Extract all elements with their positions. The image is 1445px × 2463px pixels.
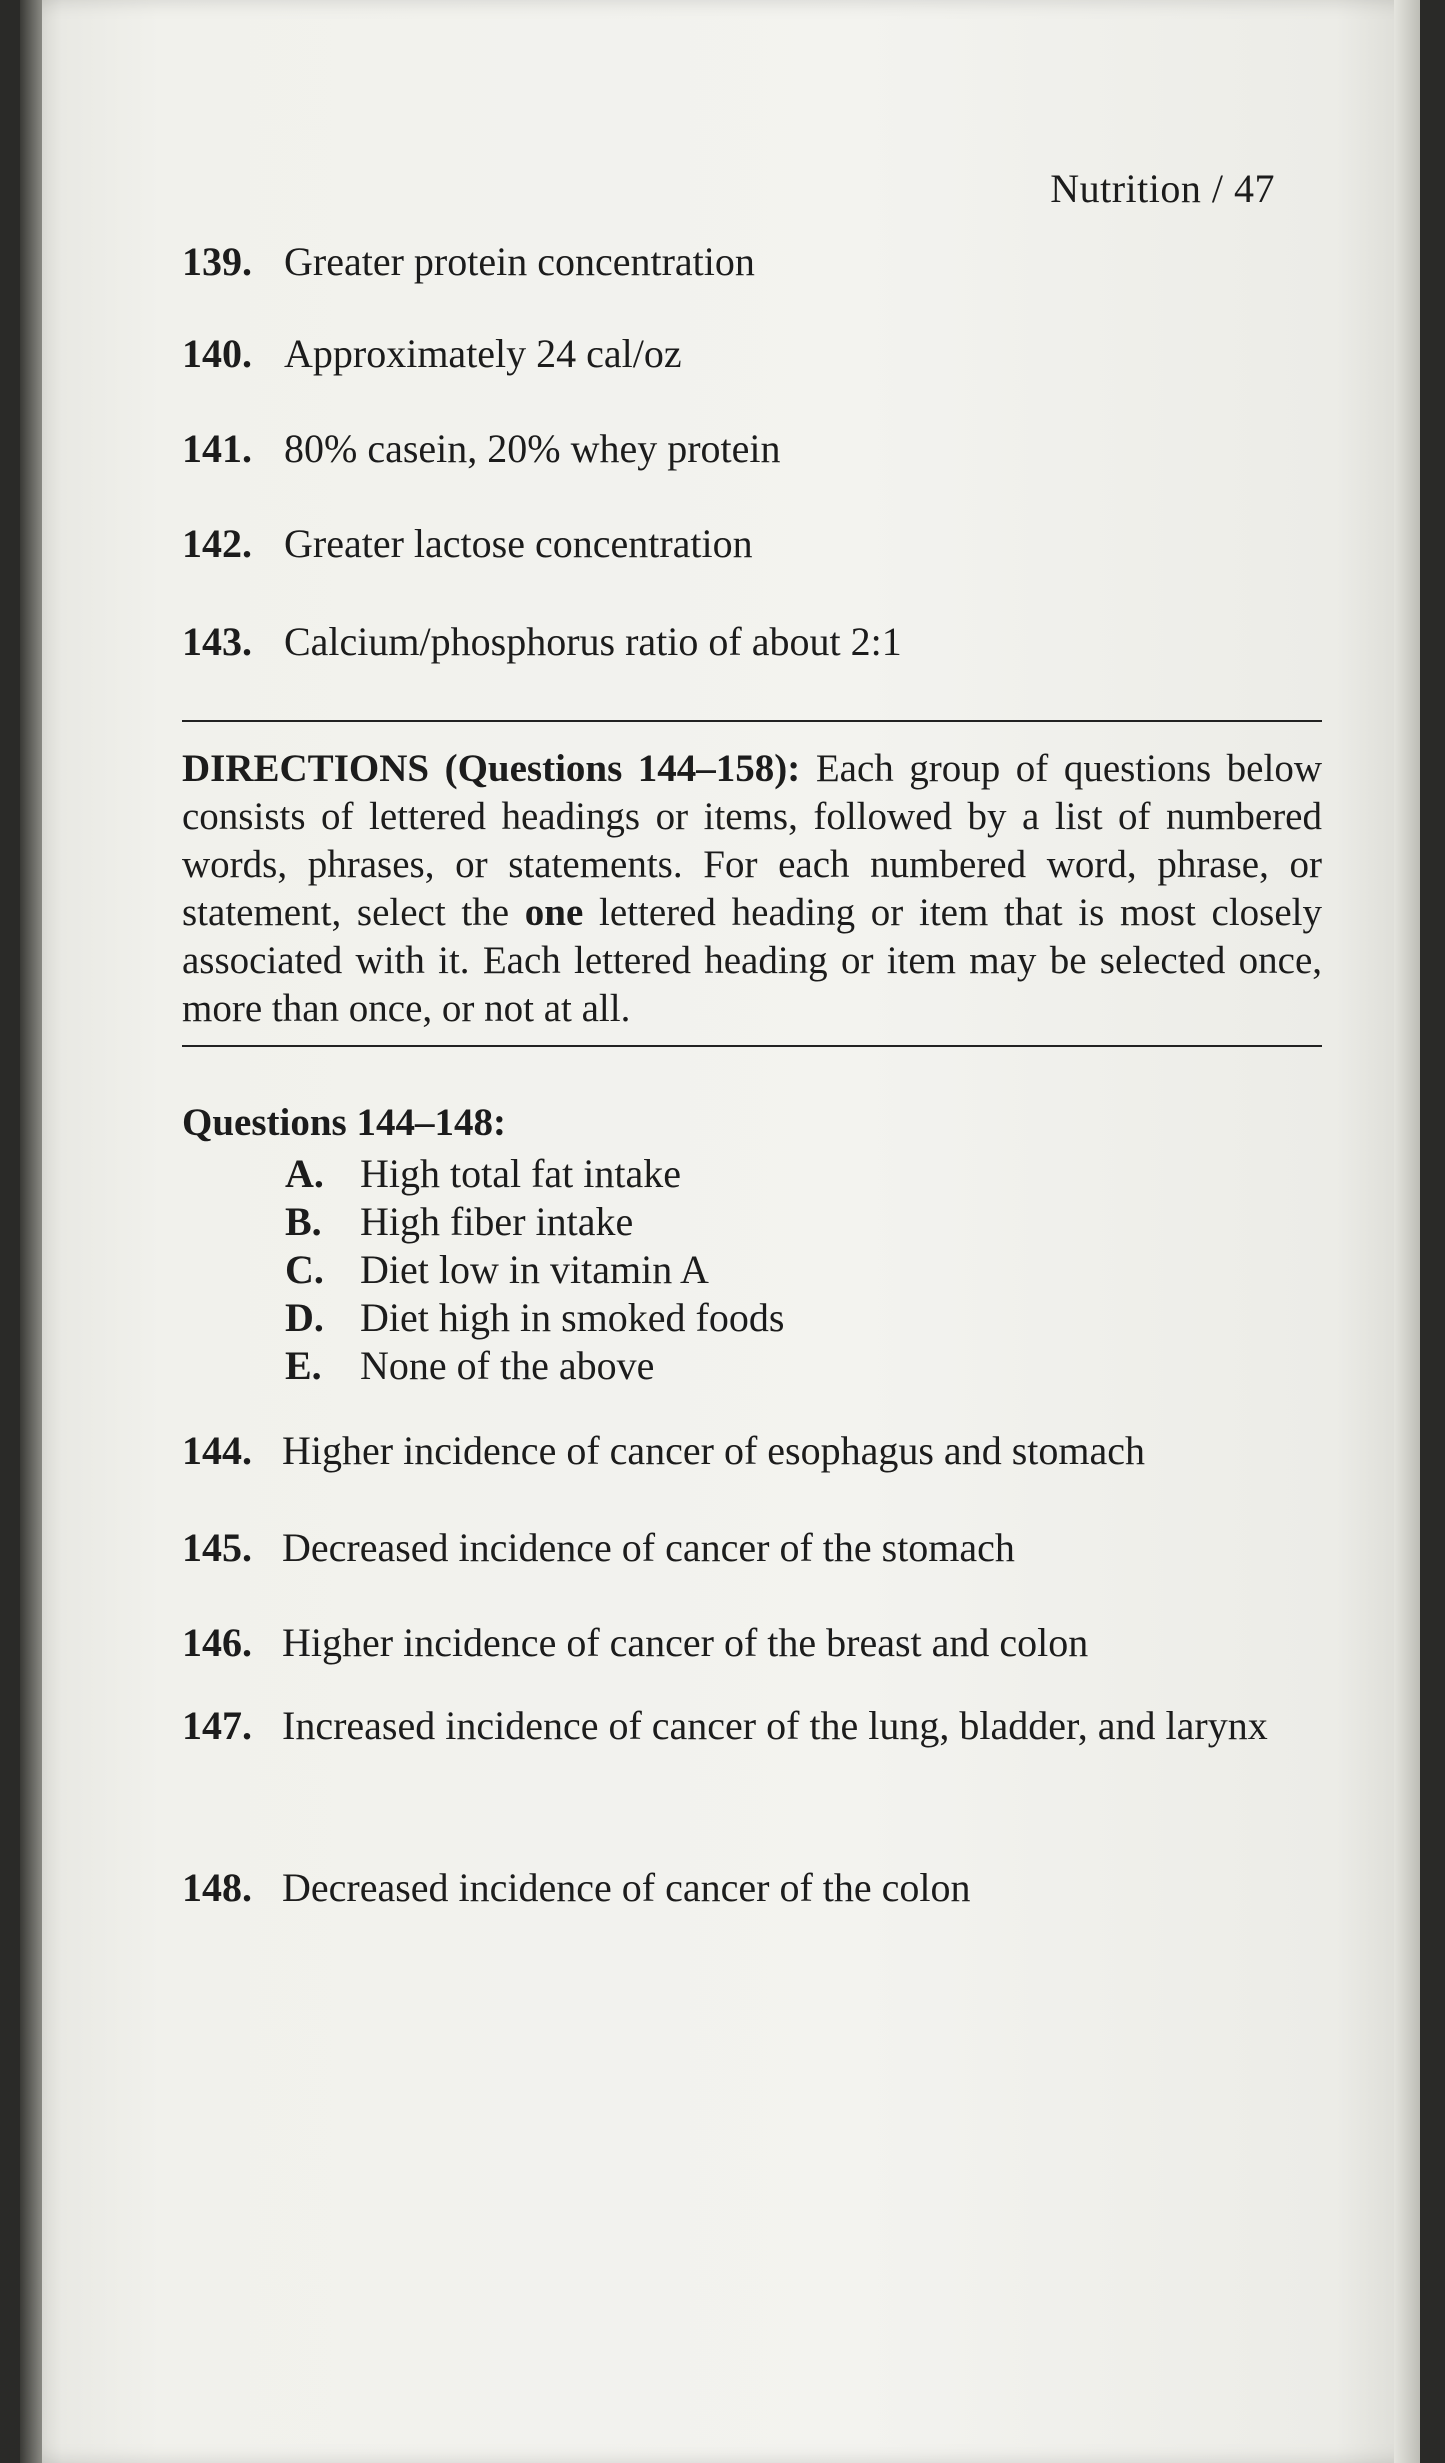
book-page: [20, 0, 1420, 2463]
option-letter: C.: [285, 1247, 324, 1292]
item-number: 143.: [182, 619, 252, 664]
item-number: 141.: [182, 426, 252, 471]
question-text: Decreased incidence of cancer of the stomach: [282, 1525, 1015, 1570]
item-text: 80% casein, 20% whey protein: [284, 426, 781, 471]
list-item: [182, 330, 682, 378]
option-letter: B.: [285, 1199, 322, 1244]
option-text: Diet high in smoked foods: [360, 1295, 785, 1340]
item-text: Calcium/phosphorus ratio of about 2:1: [284, 619, 902, 664]
question-number: 148.: [182, 1865, 252, 1910]
question-item: [182, 1522, 1322, 1574]
top-rule: [182, 720, 1322, 722]
directions-emphasis: one: [524, 891, 584, 934]
page-gutter-shadow: [20, 0, 42, 2463]
option-text: None of the above: [360, 1343, 655, 1388]
question-number: 147.: [182, 1703, 252, 1748]
running-header: Nutrition / 47: [1050, 166, 1275, 211]
item-number: 142.: [182, 521, 252, 566]
option-text: Diet low in vitamin A: [360, 1247, 709, 1292]
question-number: 146.: [182, 1620, 252, 1665]
directions-text-2: lettered heading or item that is most closely associated with it. Each lettered heading or item may be selected once, more than once, or not at all.: [182, 891, 1323, 1030]
item-text: Greater lactose concentration: [284, 521, 753, 566]
question-text: Increased incidence of cancer of the lung, bladder, and larynx: [282, 1703, 1268, 1748]
question-text: Decreased incidence of cancer of the colon: [282, 1865, 971, 1910]
question-text: Higher incidence of cancer of the breast and colon: [282, 1620, 1089, 1665]
option-item: [285, 1246, 709, 1294]
bottom-rule: [182, 1045, 1322, 1047]
page-edge: [1394, 0, 1420, 2463]
option-letter: D.: [285, 1295, 324, 1340]
question-text: Higher incidence of cancer of esophagus and stomach: [282, 1428, 1145, 1473]
item-text: Approximately 24 cal/oz: [284, 331, 682, 376]
option-text: High fiber intake: [360, 1199, 634, 1244]
question-group-heading: Questions 144–148:: [182, 1101, 506, 1144]
option-item: [285, 1294, 784, 1342]
list-item: [182, 618, 902, 666]
item-text: Greater protein concentration: [284, 239, 755, 284]
item-number: 140.: [182, 331, 252, 376]
directions-text-1: Each group of questions below consists of lettered headings or items, followed by a list of numbered words, phrases, or statements. For each numbered word, phrase, or statement, select the: [182, 747, 1322, 934]
question-number: 144.: [182, 1428, 252, 1473]
option-item: [285, 1198, 633, 1246]
list-item: [182, 520, 753, 568]
item-number: 139.: [182, 239, 252, 284]
option-letter: E.: [285, 1343, 322, 1388]
directions-block: [182, 745, 1322, 1033]
question-item: [182, 1425, 1322, 1477]
directions-lead: DIRECTIONS (Questions 144–158):: [182, 747, 801, 790]
question-item: [182, 1617, 1322, 1669]
option-letter: A.: [285, 1151, 324, 1196]
list-item: [182, 238, 755, 286]
question-item: [182, 1862, 1322, 1914]
question-number: 145.: [182, 1525, 252, 1570]
option-item: [285, 1342, 654, 1390]
list-item: [182, 425, 781, 473]
option-item: [285, 1150, 681, 1198]
question-item: [182, 1700, 1322, 1752]
option-text: High total fat intake: [360, 1151, 682, 1196]
